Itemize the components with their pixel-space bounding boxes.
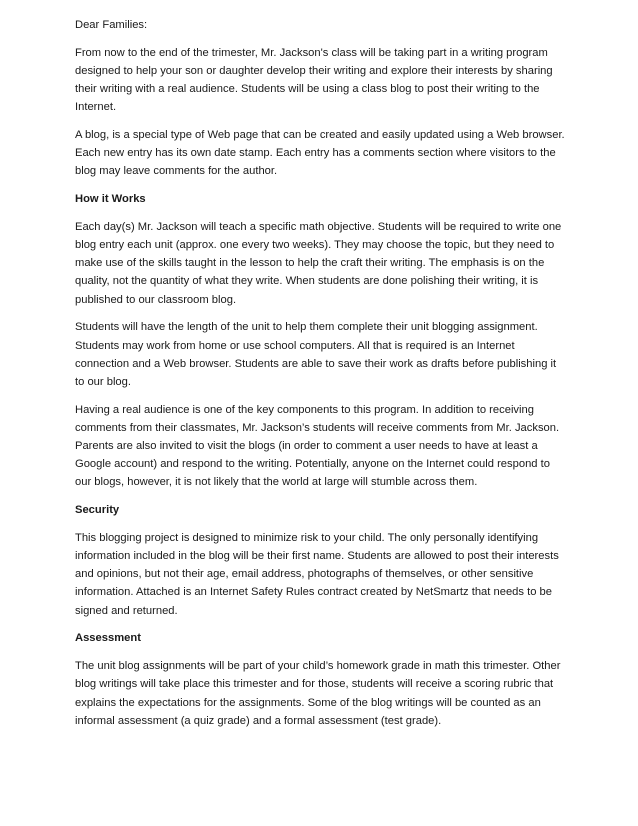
blog-definition-paragraph: A blog, is a special type of Web page that can be created and easily updated using a Web browser. Each new entry has its own date stamp. Each entry has a comments section where visitors to the blog may leave comments for the author. bbox=[75, 129, 565, 178]
how-it-works-paragraph-3: Having a real audience is one of the key components to this program. In addition to receiving comments from their classmates, Mr. Jackson’s students will receive comments from Mr. Jackson. Parents are also invited to visit the blogs (in order to comment a user needs to have at least a Google account) and respond to the writing. Potentially, anyone on the Internet could respond to our blogs, however, it is not likely that the world at large will stumble across them. bbox=[75, 403, 560, 489]
how-it-works-paragraph-1: Each day(s) Mr. Jackson will teach a specific math objective. Students will be required to write one blog entry each unit (approx. one every two weeks). They may choose the topic, but they need to make use of the skills taught in the lesson to help the craft their writing. The emphasis is on the quality, not the quantity of what they write. When students are done polishing their writing, it is published to our classroom blog. bbox=[75, 220, 562, 306]
intro-paragraph: From now to the end of the trimester, Mr. Jackson's class will be taking part in a writing program designed to help your son or daughter develop their writing and explore their interests by sharing their writing with a real audience. Students will be using a class blog to post their writing to the Internet. bbox=[75, 46, 553, 114]
security-heading: Security bbox=[75, 504, 120, 517]
letter-page bbox=[75, 16, 567, 739]
how-it-works-paragraph-2: Students will have the length of the unit to help them complete their unit blogging assignment. Students may work from home or use school computers. All that is required is an Internet connection and a Web browser. Students are able to save their work as drafts before publishing it to our blog. bbox=[75, 321, 557, 388]
security-paragraph: This blogging project is designed to minimize risk to your child. The only personally identifying information included in the blog will be their first name. Students are allowed to post their interests and opinions, but not their age, email address, photographs of themselves, or other sensitive information. Attached is an Internet Safety Rules contract created by NetSmartz that needs to be signed and returned. bbox=[75, 531, 559, 617]
how-it-works-heading: How it Works bbox=[75, 193, 146, 206]
assessment-paragraph: The unit blog assignments will be part of your child’s homework grade in math this trimester. Other blog writings will take place this trimester and for those, students will receive a scoring rubric that explains the expectations for the assignments. Some of the blog writings will be counted as an informal assessment (a quiz grade) and a formal assessment (test grade). bbox=[75, 660, 561, 727]
assessment-heading: Assessment bbox=[75, 632, 141, 645]
salutation: Dear Families: bbox=[75, 19, 148, 31]
